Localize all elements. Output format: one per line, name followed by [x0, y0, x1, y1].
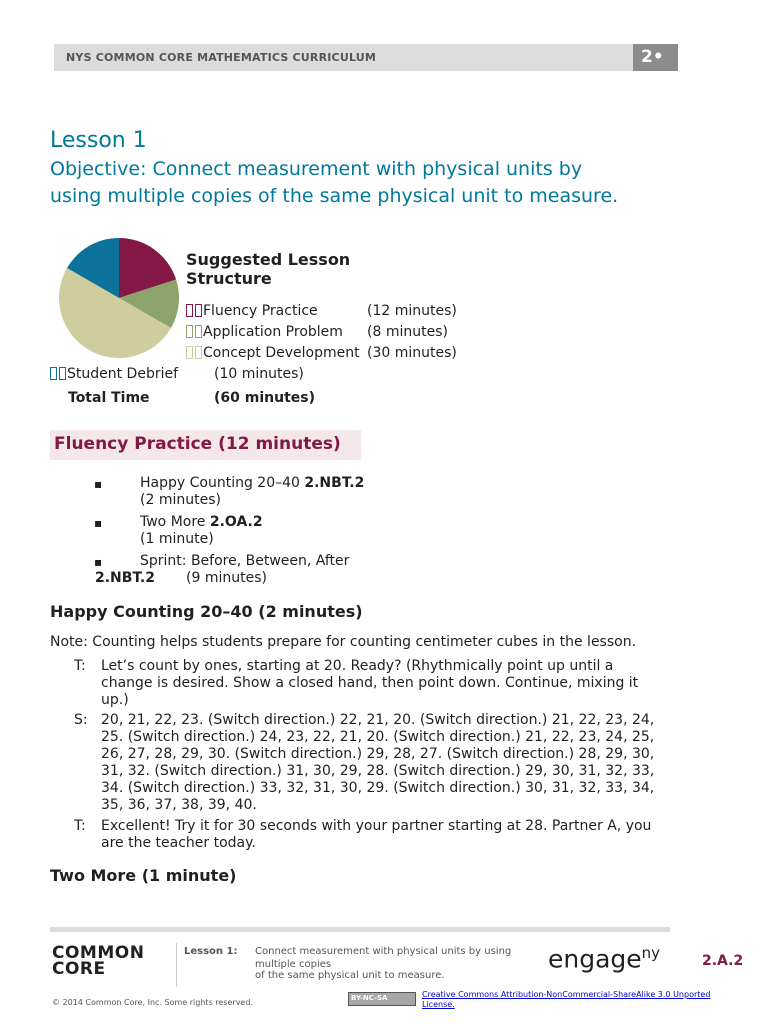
- structure-item-debrief: [50, 366, 178, 384]
- bullet-standard: 2.OA.2: [209, 514, 263, 530]
- box-icon: [195, 346, 202, 359]
- speaker-label: T:: [74, 818, 86, 834]
- bullet-minutes: (2 minutes): [140, 492, 221, 508]
- objective-line-2: using multiple copies of the same physical unit to measure.: [50, 185, 619, 207]
- footer-rule: [50, 927, 670, 932]
- box-icon: [195, 304, 202, 317]
- engage-text: engage: [548, 944, 642, 974]
- grade-badge: 2•: [633, 44, 678, 71]
- structure-item-fluency: [186, 303, 318, 321]
- dialogue-line: Excellent! Try it for 30 seconds with your partner starting at 28. Partner A, you: [101, 818, 652, 834]
- speaker-label: S:: [74, 712, 88, 728]
- license-link[interactable]: Creative Commons Attribution-NonCommercial-ShareAlike 3.0 Unported License.: [422, 990, 711, 1009]
- total-time-value: (60 minutes): [214, 390, 315, 406]
- structure-title: Suggested Lesson Structure: [186, 250, 351, 288]
- engageny-logo: [548, 944, 660, 973]
- footer-lesson-label: Lesson 1:: [184, 946, 238, 957]
- dialogue-line: 34. (Switch direction.) 33, 32, 31, 30, 29. (Switch direction.) 30, 31, 32, 33, 34,: [101, 780, 655, 796]
- bullet-standard: 2.NBT.2: [304, 475, 365, 491]
- structure-item-minutes: (12 minutes): [367, 303, 457, 319]
- structure-item-label: Fluency Practice: [203, 303, 318, 319]
- structure-item-minutes: (10 minutes): [214, 366, 304, 382]
- lesson-structure-pie-chart: [58, 236, 180, 360]
- footer-divider: [176, 943, 177, 987]
- box-icon: [186, 346, 193, 359]
- engage-sup: ny: [641, 944, 661, 962]
- box-icon: [186, 325, 193, 338]
- box-icon: [195, 325, 202, 338]
- box-icon: [50, 367, 57, 380]
- dialogue-line: up.): [101, 692, 129, 708]
- curriculum-title: NYS COMMON CORE MATHEMATICS CURRICULUM: [66, 51, 377, 64]
- dialogue-line: 35, 36, 37, 38, 39, 40.: [101, 797, 257, 813]
- copyright: © 2014 Common Core, Inc. Some rights reserved.: [52, 998, 253, 1007]
- dialogue-line: 25. (Switch direction.) 24, 23, 22, 21, 20. (Switch direction.) 21, 22, 23, 24, 25,: [101, 729, 655, 745]
- structure-item-minutes: (30 minutes): [367, 345, 457, 361]
- dialogue-line: change is desired. Show a closed hand, then point down. Continue, mixing it: [101, 675, 639, 691]
- box-icon: [59, 367, 66, 380]
- dialogue-line: 31, 32. (Switch direction.) 31, 30, 29, 28. (Switch direction.) 29, 30, 31, 32, 33,: [101, 763, 655, 779]
- cc-badge-text: BY-NC-SA: [351, 994, 388, 1002]
- structure-item-label: Concept Development: [203, 345, 360, 361]
- box-icon: [186, 304, 193, 317]
- structure-item-label: Student Debrief: [67, 366, 179, 382]
- objective-line-1: Objective: Connect measurement with physical units by: [50, 158, 583, 180]
- bullet-icon: ▪: [94, 516, 103, 530]
- bullet-text: Sprint: Before, Between, After: [140, 553, 350, 569]
- cc-license-badge: [348, 992, 416, 1006]
- structure-item-concept: [186, 345, 360, 363]
- footer-objective-line: Connect measurement with physical units by using: [255, 946, 512, 957]
- common-core-logo: [52, 945, 144, 977]
- dialogue-line: 26, 27, 28, 29, 30. (Switch direction.) 29, 28, 27. (Switch direction.) 28, 29, 30,: [101, 746, 655, 762]
- structure-item-label: Application Problem: [203, 324, 343, 340]
- bullet-minutes: (9 minutes): [186, 570, 267, 586]
- bullet-item: [140, 475, 364, 491]
- logo-line: COMMON: [52, 943, 145, 963]
- bullet-standard: 2.NBT.2: [95, 570, 155, 586]
- bullet-minutes: (1 minute): [140, 531, 214, 547]
- dialogue-line: Let’s count by ones, starting at 20. Ready? (Rhythmically point up until a: [101, 658, 614, 674]
- bullet-text: Happy Counting 20–40: [140, 475, 300, 491]
- total-time-label: Total Time: [68, 390, 150, 406]
- bullet-text: Two More: [140, 514, 206, 530]
- dialogue-line: 20, 21, 22, 23. (Switch direction.) 22, 21, 20. (Switch direction.) 21, 22, 23, 24,: [101, 712, 655, 728]
- bullet-icon: ▪: [94, 555, 103, 569]
- dialogue-line: are the teacher today.: [101, 835, 256, 851]
- structure-item-application: [186, 324, 343, 342]
- lesson-title: Lesson 1: [50, 128, 147, 153]
- happy-counting-heading: Happy Counting 20–40 (2 minutes): [50, 602, 363, 621]
- bullet-item: [140, 514, 263, 530]
- bullet-icon: ▪: [94, 477, 103, 491]
- speaker-label: T:: [74, 658, 86, 674]
- logo-line: CORE: [52, 959, 106, 979]
- structure-item-minutes: (8 minutes): [367, 324, 448, 340]
- two-more-heading: Two More (1 minute): [50, 866, 237, 885]
- note-text: Note: Counting helps students prepare for counting centimeter cubes in the lesson.: [50, 634, 637, 650]
- page-code: 2.A.2: [702, 953, 744, 969]
- fluency-heading: Fluency Practice (12 minutes): [54, 434, 341, 454]
- footer-objective-line: of the same physical unit to measure.: [255, 970, 445, 981]
- footer-objective-line: multiple copies: [255, 959, 332, 970]
